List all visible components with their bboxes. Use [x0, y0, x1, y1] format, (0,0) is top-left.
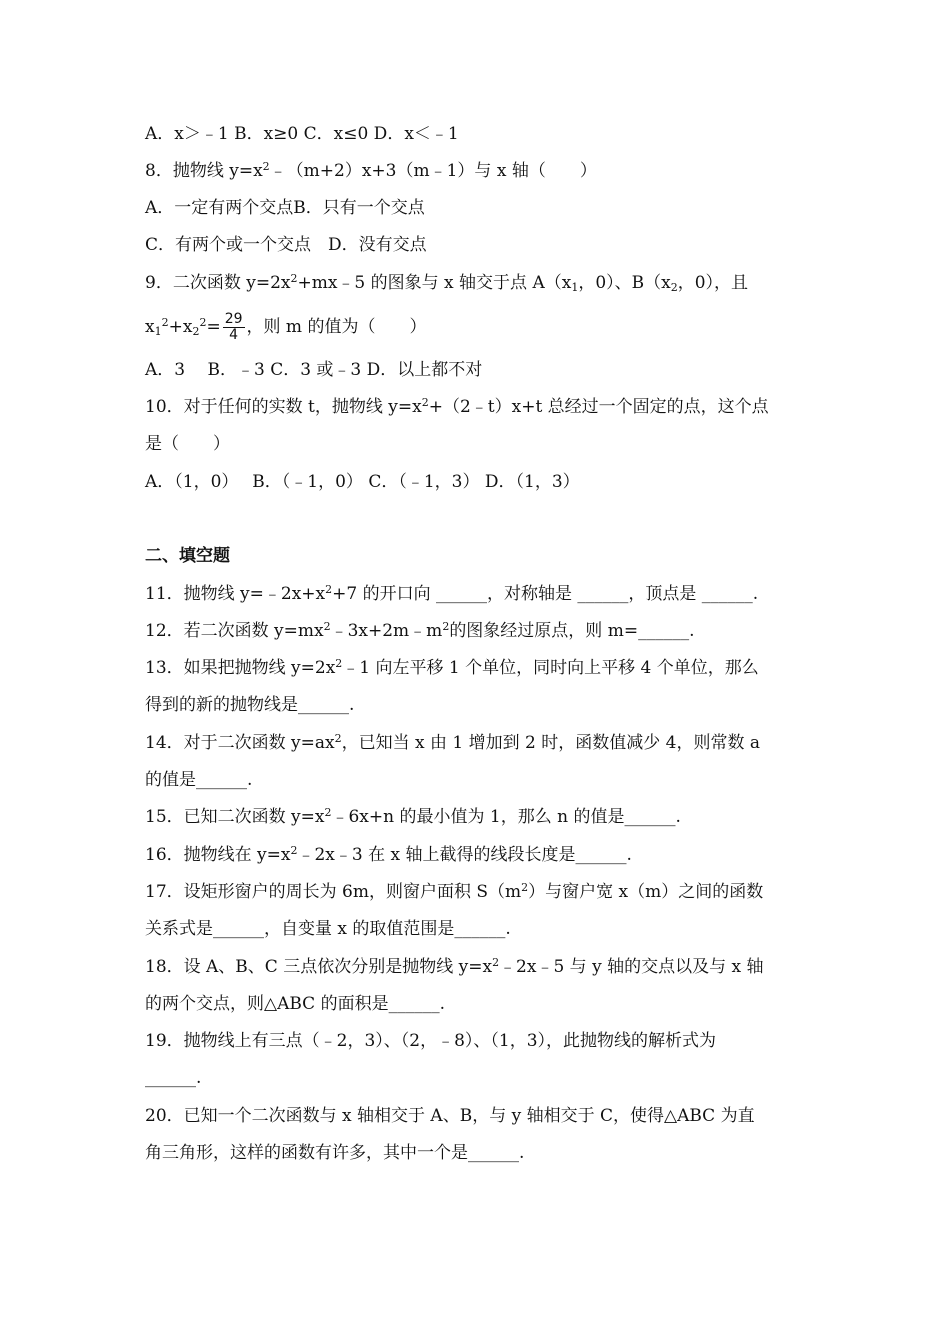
q9b-sub-1: 1	[154, 325, 162, 338]
q12-text-a: 12．若二次函数 y=mx	[145, 621, 324, 641]
q8-text-c: ﹣（m+2）x+3（m﹣1）与 x 轴（ ）	[269, 161, 597, 181]
question-13-line-2: 得到的新的抛物线是______.	[145, 695, 355, 715]
q8-options-2: C．有两个或一个交点 D．没有交点	[145, 235, 427, 255]
q10-text-c: +（2﹣t）x+t 总经过一个固定的点，这个点	[428, 397, 769, 417]
question-18	[145, 955, 825, 979]
q18-text-c: ﹣2x﹣5 与 y 轴的交点以及与 x 轴	[499, 957, 764, 977]
question-14	[145, 731, 825, 755]
q16-text-a: 16．抛物线在 y=x	[145, 845, 291, 865]
q7-options: A．x＞﹣1 B．x≥0 C．x≤0 D．x＜﹣1	[145, 124, 459, 144]
q13-text-c: ﹣1 向左平移 1 个单位，同时向上平移 4 个单位，那么	[342, 658, 759, 678]
question-17	[145, 880, 825, 904]
q8-exponent: 2	[262, 160, 270, 173]
q12-exp-2: 2	[442, 620, 450, 633]
q13-text-a: 13．如果把抛物线 y=2x	[145, 658, 336, 678]
q14-text-a: 14．对于二次函数 y=ax	[145, 733, 335, 753]
q17-text-a: 17．设矩形窗户的周长为 6m，则窗户面积 S（m	[145, 882, 522, 902]
q11-exp: 2	[325, 583, 333, 596]
question-12	[145, 619, 825, 643]
q11-text-c: +7 的开口向 ______，对称轴是 ______，顶点是 ______.	[332, 584, 759, 604]
q8-text-a: 8．抛物线 y=x	[145, 161, 263, 181]
q10-exp: 2	[421, 396, 429, 409]
question-8	[145, 159, 825, 183]
question-10	[145, 395, 825, 419]
q9b-equals: =	[206, 317, 221, 337]
q13-exp: 2	[335, 657, 343, 670]
q9b-text-h: ，则 m 的值为（ ）	[246, 317, 427, 337]
question-19: 19．抛物线上有三点（﹣2，3）、（2，﹣8）、（1，3），此抛物线的解析式为	[145, 1031, 717, 1051]
q11-text-a: 11．抛物线 y=﹣2x+x	[145, 584, 326, 604]
question-17-line-2: 关系式是______，自变量 x 的取值范围是______.	[145, 919, 511, 939]
q16-text-c: ﹣2x﹣3 在 x 轴上截得的线段长度是______.	[297, 845, 632, 865]
q17-exp: 2	[521, 881, 529, 894]
q9b-plus-x: +x	[168, 317, 193, 337]
question-9-line-2	[145, 312, 825, 343]
section-heading-fill-blank: 二、填空题	[145, 546, 230, 566]
q9-options: A．3 B．﹣3 C．3 或﹣3 D．以上都不对	[145, 360, 483, 380]
question-14-line-2: 的值是______.	[145, 770, 253, 790]
question-18-line-2: 的两个交点，则△ABC 的面积是______.	[145, 994, 445, 1014]
q9-text-c: +mx﹣5 的图象与 x 轴交于点 A（x	[297, 273, 572, 293]
q8-options-1: A．一定有两个交点B．只有一个交点	[145, 198, 425, 218]
q10-options: A．（1，0） B．（﹣1，0） C．（﹣1，3） D．（1，3）	[145, 472, 580, 492]
q9b-exp-2: 2	[199, 316, 207, 329]
q12-text-c: ﹣3x+2m﹣m	[330, 621, 443, 641]
question-10-line-2: 是（ ）	[145, 434, 230, 454]
q9-exp: 2	[290, 272, 298, 285]
q12-text-e: 的图象经过原点，则 m=______.	[449, 621, 695, 641]
q9b-sub-2: 2	[192, 325, 200, 338]
fraction-29-over-4	[223, 312, 245, 343]
q18-exp: 2	[492, 956, 500, 969]
question-20: 20．已知一个二次函数与 x 轴相交于 A、B，与 y 轴相交于 C，使得△ABC 为直	[145, 1106, 755, 1126]
q14-exp: 2	[334, 732, 342, 745]
question-20-line-2: 角三角形，这样的函数有许多，其中一个是______.	[145, 1143, 525, 1163]
q10-text-a: 10．对于任何的实数 t，抛物线 y=x	[145, 397, 422, 417]
question-13	[145, 656, 825, 680]
question-19-line-2: ______.	[145, 1068, 202, 1088]
q17-text-c: ）与窗户宽 x（m）之间的函数	[528, 882, 764, 902]
q9-text-e: ，0）、B（x	[578, 273, 671, 293]
q9b-exp-1: 2	[161, 316, 169, 329]
question-9	[145, 271, 825, 295]
question-15	[145, 805, 825, 829]
q16-exp: 2	[290, 844, 298, 857]
q14-text-c: ，已知当 x 由 1 增加到 2 时，函数值减少 4，则常数 a	[341, 733, 761, 753]
q9-sub-1: 1	[571, 281, 579, 294]
q9-sub-2: 2	[670, 281, 678, 294]
q12-exp-1: 2	[323, 620, 331, 633]
q15-exp: 2	[324, 806, 332, 819]
question-16	[145, 843, 825, 867]
q9b-x: x	[145, 317, 155, 337]
q9-text-a: 9．二次函数 y=2x	[145, 273, 291, 293]
question-11	[145, 582, 825, 606]
q15-text-a: 15．已知二次函数 y=x	[145, 807, 325, 827]
fraction-denominator: 4	[229, 327, 239, 343]
q18-text-a: 18．设 A、B、C 三点依次分别是抛物线 y=x	[145, 957, 493, 977]
q15-text-c: ﹣6x+n 的最小值为 1，那么 n 的值是______.	[331, 807, 681, 827]
fraction-numerator: 29	[224, 311, 243, 327]
q9-text-g: ，0），且	[677, 273, 749, 293]
